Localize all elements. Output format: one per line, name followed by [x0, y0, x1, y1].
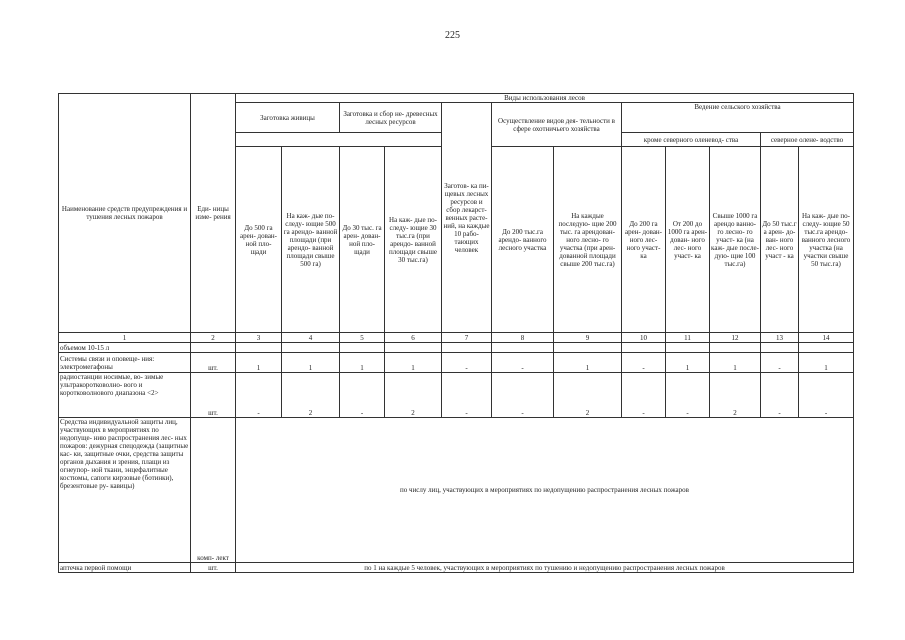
col-number: 12	[710, 333, 761, 343]
cell-value: 2	[385, 373, 442, 418]
col-number: 10	[622, 333, 666, 343]
col-number: 13	[761, 333, 799, 343]
cell-value: 2	[282, 373, 340, 418]
cell-value: -	[340, 373, 385, 418]
row-unit: шт.	[191, 373, 236, 418]
row-unit: шт.	[191, 353, 236, 373]
header-types-of-use: Виды использования лесов	[236, 94, 854, 103]
header-agriculture: Ведение сельского хозяйства	[622, 103, 854, 133]
table-row	[59, 353, 854, 373]
row-name-first-aid: аптечка первой помощи	[59, 563, 191, 573]
col-number: 2	[191, 333, 236, 343]
col-number: 14	[799, 333, 854, 343]
header-resin: Заготовка живицы	[236, 103, 340, 133]
cell-value: -	[622, 353, 666, 373]
cell-value: 2	[710, 373, 761, 418]
cell-value: -	[799, 373, 854, 418]
header-name-column: Наименование средств предупреждения и тушения лесных пожаров	[59, 94, 191, 333]
header-food-resources: Заготов- ка пи- щевых лесных ресурсов и сбор лекарст- венных расте- ний, на каждые 10 рабо- тающих человек	[442, 103, 492, 333]
cell-value: -	[492, 353, 554, 373]
header-reindeer: северное олене- водство	[761, 133, 854, 147]
col-number: 9	[554, 333, 622, 343]
cell-value: 1	[282, 353, 340, 373]
header-col-12: Свыше 1000 га арендо ванно- го лесно- го участ- ка (на каж- дые после- дую- щие 100 тыс.га)	[710, 147, 761, 333]
row-name-volume: объемом 10-15 л	[59, 343, 191, 353]
col-number: 5	[340, 333, 385, 343]
header-col-14: На каж- дые по- следу- ющие 50 тыс.га арендо- ванного лесного участка (на участки свыше 50 тыс.га)	[799, 147, 854, 333]
col-number: 6	[385, 333, 442, 343]
cell-value: -	[442, 353, 492, 373]
cell-value: -	[236, 373, 282, 418]
table-row	[59, 418, 854, 563]
cell-value: 1	[554, 353, 622, 373]
row-unit: шт.	[191, 563, 236, 573]
table-row	[59, 563, 854, 573]
row-name-radio: радиостанции носимые, во- зимые ультракоротковолно- вого и коротковолнового диапазона <2>	[59, 373, 191, 418]
header-col-6: На каж- дые по- следу- ющие 30 тыс.га (при арендо- ванной площади свыше 30 тыс.га)	[385, 147, 442, 333]
first-aid-span-text: по 1 на каждые 5 человек, участвующих в мероприятиях по тушению и недопущению распространения лесных пожаров	[236, 563, 854, 573]
cell-value: -	[761, 353, 799, 373]
cell-value: 1	[236, 353, 282, 373]
ppe-span-text: по числу лиц, участвующих в мероприятиях по недопущению распространения лесных пожаров	[236, 418, 854, 563]
row-name-communication: Системы связи и оповеще- ния: электромегафоны	[59, 353, 191, 373]
table-row	[59, 373, 854, 418]
header-hunting: Осуществление видов дея- тельности в сфере охотничьего хозяйства	[492, 103, 622, 147]
col-number: 4	[282, 333, 340, 343]
header-col-9: На каждые последую- щие 200 тыс. га арендован- ного лесно- го участка (при арен- дованной площади свыше 200 тыс.га)	[554, 147, 622, 333]
header-except-reindeer: кроме северного оленевод- ства	[622, 133, 761, 147]
cell-value: -	[622, 373, 666, 418]
col-number: 8	[492, 333, 554, 343]
column-numbers-row	[59, 333, 854, 343]
header-col-13: До 50 тыс.г а арен- до- ван- ного лес- ного участ - ка	[761, 147, 799, 333]
cell-value: 1	[710, 353, 761, 373]
cell-value: 1	[385, 353, 442, 373]
header-col-10: До 200 га арен- дован- ного лес- ного участ- ка	[622, 147, 666, 333]
cell-value: 1	[666, 353, 710, 373]
table-row	[59, 343, 854, 353]
header-col-5: До 30 тыс. га арен- дован- ной пло- щади	[340, 147, 385, 333]
col-number: 3	[236, 333, 282, 343]
cell-value: 1	[799, 353, 854, 373]
page-number: 225	[445, 30, 460, 41]
header-unit-column: Еди- ницы изме- рения	[191, 94, 236, 333]
header-col-4: На каж- дые по- следу- ющие 500 га арендо- ванной площади (при арендо- ванной площади свыше 500 га)	[282, 147, 340, 333]
col-number: 11	[666, 333, 710, 343]
header-col-8: До 200 тыс.га арендо- ванного лесного участка	[492, 147, 554, 333]
row-name-ppe: Средства индивидуальной защиты лиц, участвующих в мероприятиях по недопуще- нию распространения лес- ных пожаров: дежурная спецодежда (защитные кас- ки, защитные очки, средства защиты органов дыхания и зрения, плащи из огнеупор- ной ткани, энцефалитные костюмы, сапоги кирзовые (ботинки), брезентовые ру- кавицы)	[59, 418, 191, 563]
col-number: 1	[59, 333, 191, 343]
cell-value: 2	[554, 373, 622, 418]
header-col-11: От 200 до 1000 га арен- дован- ного лес- ного участ- ка	[666, 147, 710, 333]
header-non-wood: Заготовка и сбор не- древесных лесных ресурсов	[340, 103, 442, 133]
fire-equipment-table	[58, 93, 854, 573]
row-unit: комп- лект	[191, 418, 236, 563]
cell-value: -	[492, 373, 554, 418]
header-col-3: До 500 га арен- дован- ной пло- щади	[236, 147, 282, 333]
cell-value: -	[442, 373, 492, 418]
cell-value: 1	[340, 353, 385, 373]
cell-value: -	[666, 373, 710, 418]
cell-value: -	[761, 373, 799, 418]
col-number: 7	[442, 333, 492, 343]
